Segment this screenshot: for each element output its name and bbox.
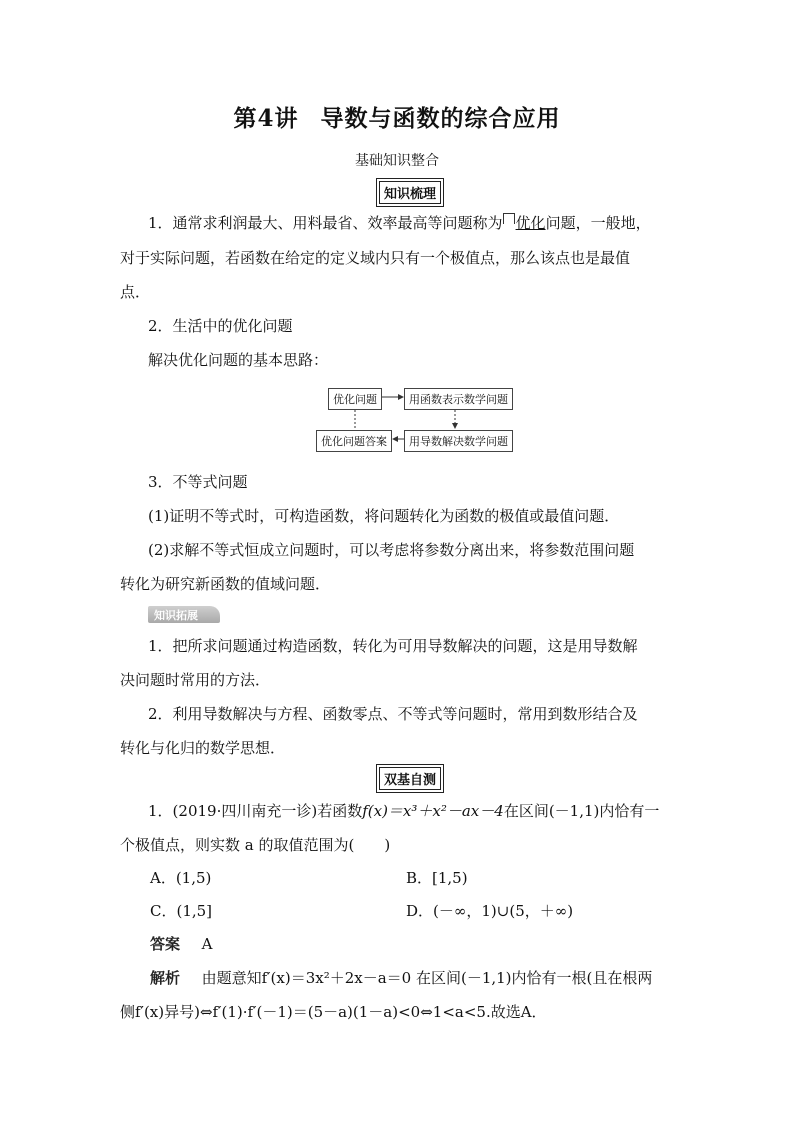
extension-2-line-2: 转化与化归的数学思想． [120, 739, 286, 757]
paragraph-1-line-1 [148, 213, 651, 233]
badge-knowledge-extension-label: 知识拓展 [154, 609, 198, 622]
page-title [0, 100, 794, 133]
answer-row [150, 934, 212, 954]
badge-self-test: 双基自测 [379, 767, 441, 790]
flow-box-function-representation: 用函数表示数学问题 [404, 388, 513, 410]
extension-2-line-1: 2．利用导数解决与方程、函数零点、不等式等问题时，常用到数形结合及 [148, 705, 638, 723]
flow-box-derivative-solution: 用导数解决数学问题 [404, 430, 513, 452]
paragraph-1-line-3: 点． [120, 283, 151, 301]
extension-1-line-2: 决问题时常用的方法． [120, 671, 271, 689]
paragraph-1-text-a: 1．通常求利润最大、用料最省、效率最高等问题称为 [148, 214, 503, 232]
analysis-line-2: 侧f′(x)异号)⇔f′(1)·f′(－1)＝(5－a)(1－a)<0⇔1<a<5.故选A． [120, 1003, 547, 1021]
paragraph-1-line-2: 对于实际问题，若函数在给定的定义域内只有一个极值点，那么该点也是最值 [120, 249, 631, 267]
paragraph-2-heading: 2．生活中的优化问题 [148, 317, 293, 335]
answer-value: A [201, 935, 213, 953]
answer-marker-icon [503, 213, 515, 224]
badge-knowledge-review: 知识梳理 [379, 181, 441, 204]
paragraph-3-heading: 3．不等式问题 [148, 473, 248, 491]
option-c: C．(1,5] [150, 902, 213, 920]
option-b: B．[1,5) [406, 869, 468, 887]
answer-label: 答案 [150, 935, 181, 953]
question-1-condition: 在区间(－1,1)内恰有一 [503, 802, 660, 820]
analysis-label: 解析 [150, 969, 181, 987]
question-1-line-2: 个极值点，则实数 a 的取值范围为( ) [120, 836, 391, 854]
analysis-text-1: 由题意知f′(x)＝3x²＋2x－a＝0 在区间(－1,1)内恰有一根(且在根两 [201, 969, 653, 987]
section-subtitle: 基础知识整合 [355, 153, 439, 169]
extension-1-line-1: 1．把所求问题通过构造函数，转化为可用导数解决的问题，这是用导数解 [148, 637, 638, 655]
flow-box-optimization-problem: 优化问题 [328, 388, 382, 410]
question-1-line-1 [148, 801, 659, 821]
question-1-source: 1．(2019·四川南充一诊)若函数 [148, 802, 363, 820]
paragraph-3-item-2-line-1: (2)求解不等式恒成立问题时，可以考虑将参数分离出来，将参数范围问题 [148, 541, 635, 559]
lecture-topic: 导数与函数的综合应用 [320, 105, 561, 132]
flow-box-answer: 优化问题答案 [316, 430, 392, 452]
lecture-number: 第4讲 [233, 105, 299, 132]
analysis-line-1 [150, 968, 652, 988]
paragraph-1-text-b: 问题，一般地， [545, 214, 651, 232]
paragraph-3-item-1: (1)证明不等式时，可构造函数，将问题转化为函数的极值或最值问题． [148, 507, 620, 525]
option-a: A．(1,5) [150, 869, 212, 887]
paragraph-2-subheading: 解决优化问题的基本思路： [148, 351, 329, 369]
flowchart [300, 384, 540, 454]
blank-answer-term: 优化 [515, 214, 546, 232]
paragraph-3-item-2-line-2: 转化为研究新函数的值域问题． [120, 575, 331, 593]
option-d: D．(－∞，1)∪(5，＋∞) [406, 902, 574, 920]
question-1-function: f(x)＝x³＋x²－ax－4 [362, 802, 504, 820]
badge-knowledge-extension [148, 606, 220, 623]
